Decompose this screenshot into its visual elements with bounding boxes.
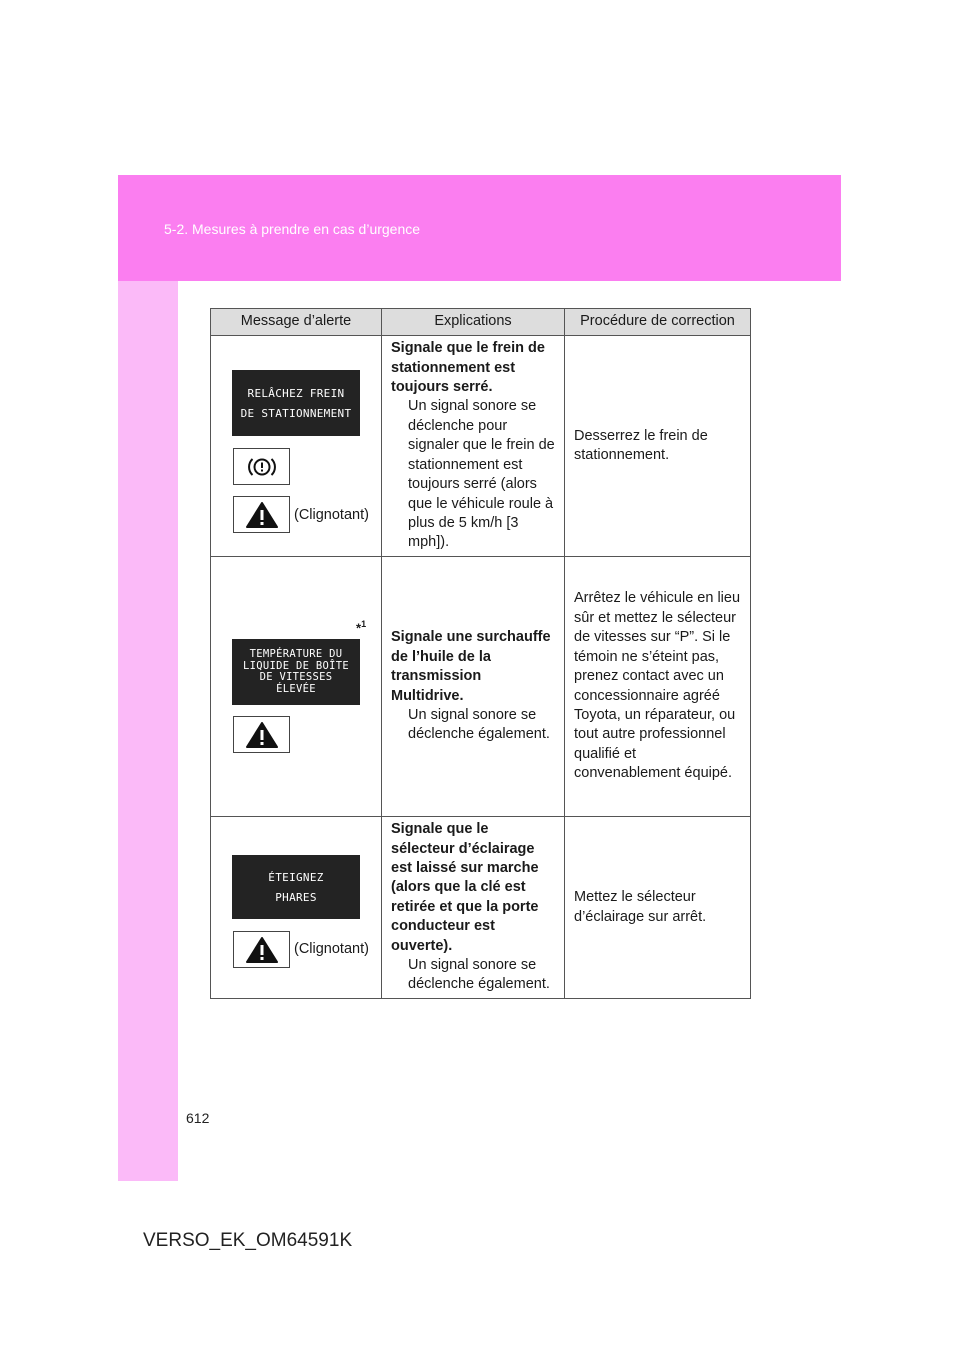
warning-triangle-icon bbox=[233, 496, 290, 533]
display-screen bbox=[232, 639, 360, 705]
correction-cell: Arrêtez le véhicule en lieu sûr et mettez le sélecteur de vitesses sur “P”. Si le témoin ne s’éteint pas, prenez contact avec un concessionnaire agréé Toyota, un réparateur, ou tout autre professionnel qualifié et convenablement équipé. bbox=[565, 557, 751, 817]
column-header-correction: Procédure de correction bbox=[565, 309, 751, 336]
correction-cell: Desserrez le frein de stationnement. bbox=[565, 336, 751, 557]
column-header-explanation: Explications bbox=[382, 309, 565, 336]
display-line: TEMPÉRATURE DU bbox=[249, 648, 343, 660]
blink-label: (Clignotant) bbox=[294, 941, 369, 957]
explanation-detail: Un signal sonore se déclenche également. bbox=[408, 706, 550, 743]
explanation-detail: Un signal sonore se déclenche également. bbox=[408, 957, 550, 993]
table-row bbox=[211, 557, 751, 817]
explanation-title: Signale que le sélecteur d’éclairage est laissé sur marche (alors que la clé est retirée et que la porte conducteur est ouverte). bbox=[391, 821, 539, 954]
explanation-detail: Un signal sonore se déclenche pour signaler que le frein de stationnement est toujours serré (alors que le véhicule roule à plus de 5 km/h [3 mph]). bbox=[408, 398, 555, 551]
table-header-row bbox=[211, 309, 751, 336]
blink-label: (Clignotant) bbox=[294, 507, 369, 523]
display-line: ÉLEVÉE bbox=[276, 682, 316, 695]
table-row bbox=[211, 817, 751, 999]
display-line: RELÂCHEZ FREIN bbox=[247, 386, 345, 400]
display-line: DE STATIONNEMENT bbox=[240, 406, 352, 420]
display-line: PHARES bbox=[275, 890, 317, 904]
display-screen bbox=[232, 370, 360, 436]
explanation-title: Signale une surchauffe de l’huile de la transmission Multidrive. bbox=[391, 629, 551, 704]
page-number: 612 bbox=[186, 1110, 210, 1126]
alert-message-cell bbox=[211, 336, 382, 557]
table-row bbox=[211, 336, 751, 557]
display-line: LIQUIDE DE BOÎTE bbox=[243, 659, 349, 672]
alert-message-cell bbox=[211, 557, 382, 817]
display-line: DE VITESSES bbox=[259, 671, 333, 683]
display-screen bbox=[232, 855, 360, 919]
section-title: 5-2. Mesures à prendre en cas d’urgence bbox=[164, 221, 421, 237]
explanation-cell bbox=[382, 336, 565, 557]
explanation-cell bbox=[382, 557, 565, 817]
display-line: ÉTEIGNEZ bbox=[268, 870, 324, 884]
column-header-message: Message d’alerte bbox=[211, 309, 382, 336]
parking-brake-icon bbox=[233, 448, 290, 485]
warning-message-table bbox=[210, 308, 751, 999]
explanation-cell bbox=[382, 817, 565, 999]
explanation-title: Signale que le frein de stationnement est toujours serré. bbox=[391, 340, 545, 396]
footnote-marker: *$^1$ bbox=[356, 619, 367, 636]
document-code: VERSO_EK_OM64591K bbox=[143, 1230, 353, 1251]
warning-triangle-icon bbox=[233, 931, 290, 968]
side-band bbox=[118, 281, 178, 1181]
warning-triangle-icon bbox=[233, 716, 290, 753]
correction-cell: Mettez le sélecteur d’éclairage sur arrêt. bbox=[565, 817, 751, 999]
alert-message-cell bbox=[211, 817, 382, 999]
